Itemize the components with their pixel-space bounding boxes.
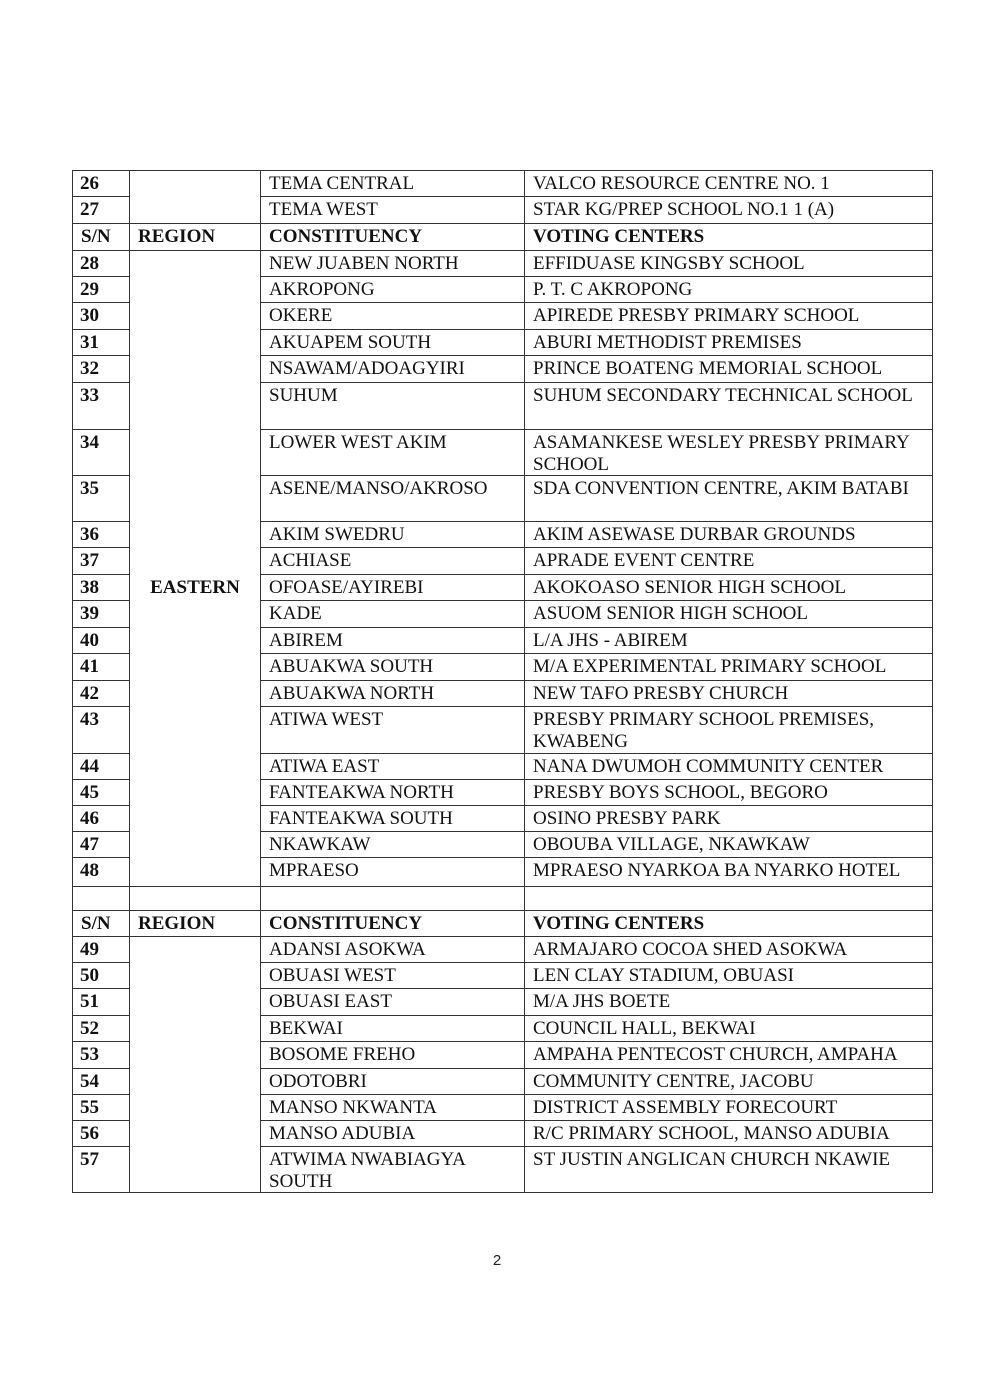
constituency-cell: ABUAKWA SOUTH — [261, 654, 525, 681]
constituency-cell: LOWER WEST AKIM — [261, 430, 525, 476]
region-cell — [130, 654, 261, 681]
voting-center-cell: SDA CONVENTION CENTRE, AKIM BATABI — [525, 476, 933, 522]
constituency-cell: ABIREM — [261, 628, 525, 654]
table-row — [72, 197, 932, 224]
constituency-cell: ATIWA WEST — [261, 707, 525, 754]
header-sn: S/N — [73, 911, 130, 937]
constituency-cell: ATIWA EAST — [261, 754, 525, 780]
constituency-cell: KADE — [261, 601, 525, 628]
sn-cell: 29 — [73, 277, 130, 303]
constituency-cell: AKUAPEM SOUTH — [261, 330, 525, 356]
sn-cell: 35 — [73, 476, 130, 522]
sn-cell: 37 — [73, 548, 130, 575]
voting-center-cell: PRESBY BOYS SCHOOL, BEGORO — [525, 780, 933, 806]
table-row — [72, 780, 932, 806]
sn-cell: 34 — [73, 430, 130, 476]
voting-center-cell: DISTRICT ASSEMBLY FORECOURT — [525, 1095, 933, 1121]
region-cell — [130, 754, 261, 780]
sn-cell: 40 — [73, 628, 130, 654]
sn-cell: 45 — [73, 780, 130, 806]
sn-cell: 28 — [73, 251, 130, 277]
region-cell — [130, 356, 261, 383]
sn-cell: 47 — [73, 832, 130, 858]
region-cell — [130, 1121, 261, 1147]
table-row — [72, 303, 932, 330]
voting-center-cell: NANA DWUMOH COMMUNITY CENTER — [525, 754, 933, 780]
table-row — [72, 754, 932, 780]
table-row — [72, 575, 932, 601]
header-constituency: CONSTITUENCY — [261, 911, 525, 937]
constituency-cell: OBUASI WEST — [261, 963, 525, 989]
table-row — [72, 832, 932, 858]
region-cell — [130, 170, 261, 197]
sn-cell: 53 — [73, 1042, 130, 1069]
region-cell — [130, 937, 261, 963]
header-region: REGION — [130, 224, 261, 251]
voting-center-cell: SUHUM SECONDARY TECHNICAL SCHOOL — [525, 383, 933, 430]
table-row — [72, 628, 932, 654]
sn-cell: 56 — [73, 1121, 130, 1147]
region-cell — [130, 303, 261, 330]
region-cell — [130, 522, 261, 548]
spacer-cell — [130, 887, 261, 911]
voting-center-cell: M/A EXPERIMENTAL PRIMARY SCHOOL — [525, 654, 933, 681]
voting-center-cell: OSINO PRESBY PARK — [525, 806, 933, 832]
constituency-cell: SUHUM — [261, 383, 525, 430]
sn-cell: 52 — [73, 1016, 130, 1042]
sn-cell: 51 — [73, 989, 130, 1016]
table-row — [72, 277, 932, 303]
constituency-cell: TEMA CENTRAL — [261, 170, 525, 197]
header-voting-centers: VOTING CENTERS — [525, 911, 933, 937]
region-cell — [130, 780, 261, 806]
region-cell — [130, 1016, 261, 1042]
header-constituency: CONSTITUENCY — [261, 224, 525, 251]
voting-center-cell: ASUOM SENIOR HIGH SCHOOL — [525, 601, 933, 628]
sn-cell: 33 — [73, 383, 130, 430]
constituency-cell: NKAWKAW — [261, 832, 525, 858]
region-cell — [130, 430, 261, 476]
voting-center-cell: COUNCIL HALL, BEKWAI — [525, 1016, 933, 1042]
region-cell — [130, 548, 261, 575]
voting-center-cell: AMPAHA PENTECOST CHURCH, AMPAHA — [525, 1042, 933, 1069]
constituency-cell: ASENE/MANSO/AKROSO — [261, 476, 525, 522]
region-cell — [130, 858, 261, 887]
table-row — [72, 383, 932, 430]
sn-cell: 54 — [73, 1069, 130, 1095]
table-row — [72, 1147, 932, 1193]
constituency-cell: NEW JUABEN NORTH — [261, 251, 525, 277]
sn-cell: 38 — [73, 575, 130, 601]
table-row-spacer — [72, 887, 932, 911]
sn-cell: 39 — [73, 601, 130, 628]
table-row — [72, 251, 932, 277]
table-row — [72, 681, 932, 707]
table-row — [72, 937, 932, 963]
constituency-cell: TEMA WEST — [261, 197, 525, 224]
table-row — [72, 858, 932, 887]
voting-center-cell: AKIM ASEWASE DURBAR GROUNDS — [525, 522, 933, 548]
constituency-cell: ACHIASE — [261, 548, 525, 575]
table-row — [72, 707, 932, 754]
constituency-cell: ADANSI ASOKWA — [261, 937, 525, 963]
table-row — [72, 1121, 932, 1147]
table-header-row — [72, 224, 932, 251]
region-cell — [130, 251, 261, 277]
sn-cell: 50 — [73, 963, 130, 989]
table-row — [72, 1042, 932, 1069]
voting-center-cell: AKOKOASO SENIOR HIGH SCHOOL — [525, 575, 933, 601]
constituency-cell: MANSO NKWANTA — [261, 1095, 525, 1121]
sn-cell: 44 — [73, 754, 130, 780]
table-row — [72, 548, 932, 575]
region-cell — [130, 476, 261, 522]
voting-center-cell: EFFIDUASE KINGSBY SCHOOL — [525, 251, 933, 277]
sn-cell: 57 — [73, 1147, 130, 1193]
sn-cell: 32 — [73, 356, 130, 383]
region-cell — [130, 1095, 261, 1121]
sn-cell: 27 — [73, 197, 130, 224]
spacer-cell — [261, 887, 525, 911]
constituency-cell: OKERE — [261, 303, 525, 330]
sn-cell: 55 — [73, 1095, 130, 1121]
header-region: REGION — [130, 911, 261, 937]
constituency-cell: OFOASE/AYIREBI — [261, 575, 525, 601]
constituency-cell: FANTEAKWA NORTH — [261, 780, 525, 806]
table-row — [72, 170, 932, 197]
voting-center-cell: APIREDE PRESBY PRIMARY SCHOOL — [525, 303, 933, 330]
region-cell — [130, 963, 261, 989]
voting-center-cell: LEN CLAY STADIUM, OBUASI — [525, 963, 933, 989]
constituency-cell: ABUAKWA NORTH — [261, 681, 525, 707]
sn-cell: 36 — [73, 522, 130, 548]
header-voting-centers: VOTING CENTERS — [525, 224, 933, 251]
region-cell — [130, 1042, 261, 1069]
table-row — [72, 356, 932, 383]
region-cell — [130, 681, 261, 707]
sn-cell: 30 — [73, 303, 130, 330]
constituency-cell: BOSOME FREHO — [261, 1042, 525, 1069]
constituency-cell: ATWIMA NWABIAGYA SOUTH — [261, 1147, 525, 1193]
voting-center-cell: PRINCE BOATENG MEMORIAL SCHOOL — [525, 356, 933, 383]
voting-center-cell: MPRAESO NYARKOA BA NYARKO HOTEL — [525, 858, 933, 887]
region-cell — [130, 1069, 261, 1095]
constituency-cell: NSAWAM/ADOAGYIRI — [261, 356, 525, 383]
region-cell — [130, 1147, 261, 1193]
table-row — [72, 806, 932, 832]
voting-centers-table — [72, 170, 932, 1193]
table-row — [72, 989, 932, 1016]
voting-center-cell: VALCO RESOURCE CENTRE NO. 1 — [525, 170, 933, 197]
constituency-cell: MANSO ADUBIA — [261, 1121, 525, 1147]
sn-cell: 31 — [73, 330, 130, 356]
table-header-row — [72, 911, 932, 937]
page-number: 2 — [492, 1252, 502, 1269]
constituency-cell: AKROPONG — [261, 277, 525, 303]
region-cell — [130, 806, 261, 832]
region-cell — [130, 832, 261, 858]
constituency-cell: AKIM SWEDRU — [261, 522, 525, 548]
region-cell — [130, 707, 261, 754]
sn-cell: 46 — [73, 806, 130, 832]
header-sn: S/N — [73, 224, 130, 251]
voting-center-cell: L/A JHS - ABIREM — [525, 628, 933, 654]
voting-center-cell: ASAMANKESE WESLEY PRESBY PRIMARY SCHOOL — [525, 430, 933, 476]
region-name: EASTERN — [130, 575, 261, 601]
region-cell — [130, 383, 261, 430]
voting-center-cell: R/C PRIMARY SCHOOL, MANSO ADUBIA — [525, 1121, 933, 1147]
table-row — [72, 963, 932, 989]
voting-center-cell: ST JUSTIN ANGLICAN CHURCH NKAWIE — [525, 1147, 933, 1193]
region-cell — [130, 989, 261, 1016]
region-cell — [130, 601, 261, 628]
spacer-cell — [73, 887, 130, 911]
table-row — [72, 476, 932, 522]
table-row — [72, 522, 932, 548]
sn-cell: 26 — [73, 170, 130, 197]
constituency-cell: BEKWAI — [261, 1016, 525, 1042]
table-row — [72, 1095, 932, 1121]
table-row — [72, 654, 932, 681]
constituency-cell: MPRAESO — [261, 858, 525, 887]
sn-cell: 48 — [73, 858, 130, 887]
region-cell — [130, 330, 261, 356]
voting-center-cell: P. T. C AKROPONG — [525, 277, 933, 303]
table-row — [72, 430, 932, 476]
voting-center-cell: ARMAJARO COCOA SHED ASOKWA — [525, 937, 933, 963]
voting-center-cell: PRESBY PRIMARY SCHOOL PREMISES, KWABENG — [525, 707, 933, 754]
table-row — [72, 1069, 932, 1095]
table-row — [72, 601, 932, 628]
spacer-cell — [525, 887, 933, 911]
voting-center-cell: COMMUNITY CENTRE, JACOBU — [525, 1069, 933, 1095]
constituency-cell: OBUASI EAST — [261, 989, 525, 1016]
voting-center-cell: APRADE EVENT CENTRE — [525, 548, 933, 575]
constituency-cell: FANTEAKWA SOUTH — [261, 806, 525, 832]
voting-center-cell: STAR KG/PREP SCHOOL NO.1 1 (A) — [525, 197, 933, 224]
voting-center-cell: OBOUBA VILLAGE, NKAWKAW — [525, 832, 933, 858]
region-cell — [130, 628, 261, 654]
voting-center-cell: ABURI METHODIST PREMISES — [525, 330, 933, 356]
sn-cell: 41 — [73, 654, 130, 681]
constituency-cell: ODOTOBRI — [261, 1069, 525, 1095]
sn-cell: 43 — [73, 707, 130, 754]
sn-cell: 49 — [73, 937, 130, 963]
sn-cell: 42 — [73, 681, 130, 707]
table-row — [72, 1016, 932, 1042]
voting-center-cell: M/A JHS BOETE — [525, 989, 933, 1016]
region-cell — [130, 277, 261, 303]
region-cell — [130, 197, 261, 224]
table-row — [72, 330, 932, 356]
voting-center-cell: NEW TAFO PRESBY CHURCH — [525, 681, 933, 707]
